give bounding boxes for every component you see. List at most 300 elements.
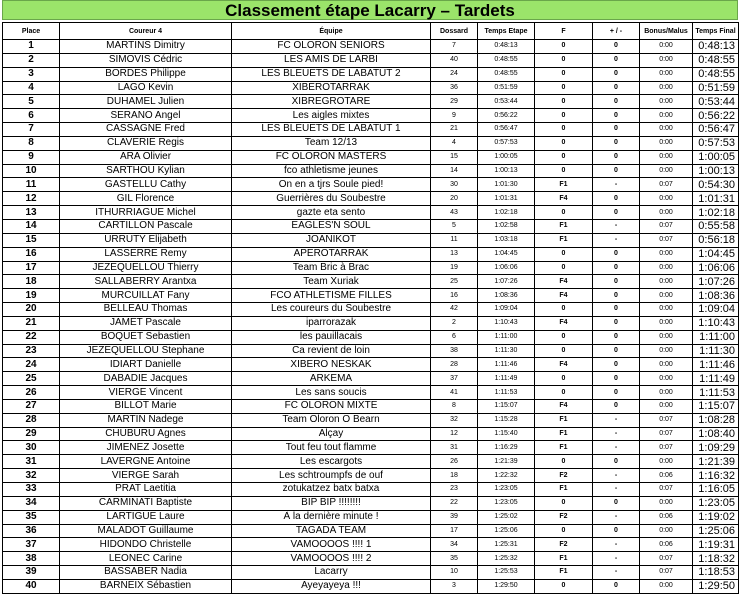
runner-cell: LARTIGUE Laure bbox=[60, 510, 232, 524]
bib-cell: 12 bbox=[431, 427, 478, 441]
team-cell: VAMOOOOS !!!! 2 bbox=[232, 552, 431, 566]
plus-minus-cell: - bbox=[593, 469, 640, 483]
team-cell: Les schtroumpfs de ouf bbox=[232, 469, 431, 483]
table-row bbox=[3, 150, 739, 164]
f-cell: 0 bbox=[535, 40, 593, 54]
runner-cell: CASSAGNE Fred bbox=[60, 123, 232, 137]
place-cell: 31 bbox=[3, 455, 60, 469]
bib-cell: 6 bbox=[431, 330, 478, 344]
team-cell: FCO ATHLETISME FILLES bbox=[232, 289, 431, 303]
f-cell: F1 bbox=[535, 233, 593, 247]
bonus-malus-cell: 0:00 bbox=[640, 95, 693, 109]
team-cell: Tout feu tout flamme bbox=[232, 441, 431, 455]
team-cell: Les aigles mixtes bbox=[232, 109, 431, 123]
team-cell: Guerrières du Soubestre bbox=[232, 192, 431, 206]
team-cell: iparrorazak bbox=[232, 316, 431, 330]
bib-cell: 32 bbox=[431, 413, 478, 427]
plus-minus-cell: - bbox=[593, 178, 640, 192]
final-time-cell: 1:09:04 bbox=[693, 303, 739, 317]
bib-cell: 42 bbox=[431, 303, 478, 317]
stage-time-cell: 1:22:32 bbox=[478, 469, 535, 483]
runner-cell: LAVERGNE Antoine bbox=[60, 455, 232, 469]
team-cell: TAGADA TEAM bbox=[232, 524, 431, 538]
bib-cell: 34 bbox=[431, 538, 478, 552]
final-time-cell: 1:10:43 bbox=[693, 316, 739, 330]
bonus-malus-cell: 0:00 bbox=[640, 372, 693, 386]
table-row bbox=[3, 566, 739, 580]
team-cell: Les sans soucis bbox=[232, 386, 431, 400]
place-cell: 28 bbox=[3, 413, 60, 427]
place-cell: 30 bbox=[3, 441, 60, 455]
bib-cell: 40 bbox=[431, 53, 478, 67]
table-row bbox=[3, 247, 739, 261]
place-cell: 36 bbox=[3, 524, 60, 538]
bib-cell: 28 bbox=[431, 358, 478, 372]
bonus-malus-cell: 0:06 bbox=[640, 510, 693, 524]
team-cell: fco athletisme jeunes bbox=[232, 164, 431, 178]
table-row bbox=[3, 524, 739, 538]
bib-cell: 7 bbox=[431, 40, 478, 54]
runner-cell: GIL Florence bbox=[60, 192, 232, 206]
plus-minus-cell: 0 bbox=[593, 150, 640, 164]
table-row bbox=[3, 358, 739, 372]
stage-time-cell: 1:21:39 bbox=[478, 455, 535, 469]
f-cell: 0 bbox=[535, 67, 593, 81]
final-time-cell: 1:11:49 bbox=[693, 372, 739, 386]
final-time-cell: 0:56:22 bbox=[693, 109, 739, 123]
team-cell: LES BLEUETS DE LABATUT 1 bbox=[232, 123, 431, 137]
stage-time-cell: 0:53:44 bbox=[478, 95, 535, 109]
team-cell: LES AMIS DE LARBI bbox=[232, 53, 431, 67]
final-time-cell: 1:00:13 bbox=[693, 164, 739, 178]
final-time-cell: 1:00:05 bbox=[693, 150, 739, 164]
bonus-malus-cell: 0:00 bbox=[640, 289, 693, 303]
f-cell: F1 bbox=[535, 441, 593, 455]
stage-time-cell: 1:08:36 bbox=[478, 289, 535, 303]
plus-minus-cell: - bbox=[593, 483, 640, 497]
place-cell: 3 bbox=[3, 67, 60, 81]
table-row bbox=[3, 538, 739, 552]
bonus-malus-cell: 0:07 bbox=[640, 427, 693, 441]
bib-cell: 9 bbox=[431, 109, 478, 123]
runner-cell: BASSABER Nadia bbox=[60, 566, 232, 580]
bonus-malus-cell: 0:07 bbox=[640, 441, 693, 455]
team-cell: Les escargots bbox=[232, 455, 431, 469]
table-row bbox=[3, 303, 739, 317]
plus-minus-cell: - bbox=[593, 427, 640, 441]
bib-cell: 13 bbox=[431, 247, 478, 261]
stage-time-cell: 1:15:28 bbox=[478, 413, 535, 427]
bonus-malus-cell: 0:07 bbox=[640, 219, 693, 233]
table-row bbox=[3, 233, 739, 247]
stage-time-cell: 1:02:18 bbox=[478, 206, 535, 220]
runner-cell: GASTELLU Cathy bbox=[60, 178, 232, 192]
place-cell: 21 bbox=[3, 316, 60, 330]
plus-minus-cell: 0 bbox=[593, 289, 640, 303]
place-cell: 8 bbox=[3, 136, 60, 150]
table-row bbox=[3, 427, 739, 441]
plus-minus-cell: 0 bbox=[593, 109, 640, 123]
plus-minus-cell: 0 bbox=[593, 275, 640, 289]
stage-time-cell: 1:00:13 bbox=[478, 164, 535, 178]
plus-minus-cell: 0 bbox=[593, 164, 640, 178]
team-cell: gazte eta sento bbox=[232, 206, 431, 220]
final-time-cell: 1:18:53 bbox=[693, 566, 739, 580]
final-time-cell: 1:07:26 bbox=[693, 275, 739, 289]
bonus-malus-cell: 0:07 bbox=[640, 413, 693, 427]
place-cell: 4 bbox=[3, 81, 60, 95]
runner-cell: VIERGE Sarah bbox=[60, 469, 232, 483]
f-cell: 0 bbox=[535, 524, 593, 538]
bib-cell: 41 bbox=[431, 386, 478, 400]
plus-minus-cell: - bbox=[593, 233, 640, 247]
runner-cell: DABADIE Jacques bbox=[60, 372, 232, 386]
stage-time-cell: 0:56:22 bbox=[478, 109, 535, 123]
final-time-cell: 1:21:39 bbox=[693, 455, 739, 469]
place-cell: 6 bbox=[3, 109, 60, 123]
team-cell: ARKEMA bbox=[232, 372, 431, 386]
table-row bbox=[3, 399, 739, 413]
runner-cell: VIERGE Vincent bbox=[60, 386, 232, 400]
table-row bbox=[3, 53, 739, 67]
f-cell: F1 bbox=[535, 552, 593, 566]
f-cell: 0 bbox=[535, 455, 593, 469]
bonus-malus-cell: 0:00 bbox=[640, 399, 693, 413]
plus-minus-cell: - bbox=[593, 510, 640, 524]
team-cell: EAGLES'N SOUL bbox=[232, 219, 431, 233]
bonus-malus-cell: 0:00 bbox=[640, 303, 693, 317]
place-cell: 2 bbox=[3, 53, 60, 67]
table-row bbox=[3, 289, 739, 303]
bib-cell: 30 bbox=[431, 178, 478, 192]
f-cell: F4 bbox=[535, 289, 593, 303]
stage-time-cell: 1:11:53 bbox=[478, 386, 535, 400]
final-time-cell: 1:16:32 bbox=[693, 469, 739, 483]
table-row bbox=[3, 136, 739, 150]
f-cell: 0 bbox=[535, 247, 593, 261]
bib-cell: 3 bbox=[431, 579, 478, 593]
results-body bbox=[3, 40, 739, 594]
plus-minus-cell: 0 bbox=[593, 579, 640, 593]
bib-cell: 20 bbox=[431, 192, 478, 206]
stage-time-cell: 1:11:49 bbox=[478, 372, 535, 386]
bib-cell: 19 bbox=[431, 261, 478, 275]
plus-minus-cell: 0 bbox=[593, 455, 640, 469]
bonus-malus-cell: 0:00 bbox=[640, 206, 693, 220]
stage-time-cell: 1:11:00 bbox=[478, 330, 535, 344]
final-time-cell: 1:11:46 bbox=[693, 358, 739, 372]
runner-cell: HIDONDO Christelle bbox=[60, 538, 232, 552]
place-cell: 32 bbox=[3, 469, 60, 483]
final-time-cell: 1:18:32 bbox=[693, 552, 739, 566]
plus-minus-cell: 0 bbox=[593, 40, 640, 54]
plus-minus-cell: 0 bbox=[593, 399, 640, 413]
stage-time-cell: 1:25:53 bbox=[478, 566, 535, 580]
table-row bbox=[3, 67, 739, 81]
table-row bbox=[3, 330, 739, 344]
stage-time-cell: 1:04:45 bbox=[478, 247, 535, 261]
f-cell: F4 bbox=[535, 399, 593, 413]
plus-minus-cell: 0 bbox=[593, 496, 640, 510]
runner-cell: LASSERRE Remy bbox=[60, 247, 232, 261]
table-row bbox=[3, 123, 739, 137]
stage-time-cell: 1:07:26 bbox=[478, 275, 535, 289]
table-row bbox=[3, 441, 739, 455]
table-row bbox=[3, 275, 739, 289]
bib-cell: 43 bbox=[431, 206, 478, 220]
stage-time-cell: 1:29:50 bbox=[478, 579, 535, 593]
final-time-cell: 0:48:13 bbox=[693, 40, 739, 54]
team-cell: Ca revient de loin bbox=[232, 344, 431, 358]
f-cell: 0 bbox=[535, 95, 593, 109]
bib-cell: 11 bbox=[431, 233, 478, 247]
plus-minus-cell: 0 bbox=[593, 123, 640, 137]
final-time-cell: 1:19:31 bbox=[693, 538, 739, 552]
team-cell: XIBERO NESKAK bbox=[232, 358, 431, 372]
bonus-malus-cell: 0:00 bbox=[640, 330, 693, 344]
f-cell: 0 bbox=[535, 123, 593, 137]
header-bonus-malus: Bonus/Malus bbox=[640, 23, 693, 40]
bonus-malus-cell: 0:00 bbox=[640, 358, 693, 372]
stage-time-cell: 1:15:07 bbox=[478, 399, 535, 413]
runner-cell: SIMOVIS Cédric bbox=[60, 53, 232, 67]
plus-minus-cell: - bbox=[593, 413, 640, 427]
runner-cell: ITHURRIAGUE Michel bbox=[60, 206, 232, 220]
f-cell: F4 bbox=[535, 358, 593, 372]
table-row bbox=[3, 261, 739, 275]
table-row bbox=[3, 109, 739, 123]
bib-cell: 16 bbox=[431, 289, 478, 303]
team-cell: Lacarry bbox=[232, 566, 431, 580]
final-time-cell: 1:01:31 bbox=[693, 192, 739, 206]
final-time-cell: 0:55:58 bbox=[693, 219, 739, 233]
bib-cell: 10 bbox=[431, 566, 478, 580]
bib-cell: 38 bbox=[431, 344, 478, 358]
bonus-malus-cell: 0:00 bbox=[640, 136, 693, 150]
results-sheet bbox=[2, 0, 739, 594]
team-cell: Ayeyayeya !!! bbox=[232, 579, 431, 593]
plus-minus-cell: 0 bbox=[593, 192, 640, 206]
bib-cell: 5 bbox=[431, 219, 478, 233]
team-cell: zotukatzez batx batxa bbox=[232, 483, 431, 497]
f-cell: F4 bbox=[535, 316, 593, 330]
runner-cell: SALLABERRY Arantxa bbox=[60, 275, 232, 289]
runner-cell: MARTINS Dimitry bbox=[60, 40, 232, 54]
team-cell: APEROTARRAK bbox=[232, 247, 431, 261]
runner-cell: CHUBURU Agnes bbox=[60, 427, 232, 441]
runner-cell: MURCUILLAT Fany bbox=[60, 289, 232, 303]
runner-cell: MALADOT Guillaume bbox=[60, 524, 232, 538]
bonus-malus-cell: 0:00 bbox=[640, 81, 693, 95]
final-time-cell: 0:48:55 bbox=[693, 53, 739, 67]
stage-time-cell: 1:25:31 bbox=[478, 538, 535, 552]
bib-cell: 22 bbox=[431, 496, 478, 510]
table-row bbox=[3, 469, 739, 483]
final-time-cell: 0:56:47 bbox=[693, 123, 739, 137]
f-cell: 0 bbox=[535, 303, 593, 317]
plus-minus-cell: 0 bbox=[593, 53, 640, 67]
f-cell: 0 bbox=[535, 386, 593, 400]
stage-time-cell: 1:02:58 bbox=[478, 219, 535, 233]
team-cell: FC OLORON MASTERS bbox=[232, 150, 431, 164]
plus-minus-cell: - bbox=[593, 538, 640, 552]
bib-cell: 26 bbox=[431, 455, 478, 469]
team-cell: BIP BIP !!!!!!!! bbox=[232, 496, 431, 510]
place-cell: 13 bbox=[3, 206, 60, 220]
bib-cell: 8 bbox=[431, 399, 478, 413]
bonus-malus-cell: 0:00 bbox=[640, 67, 693, 81]
stage-time-cell: 1:23:05 bbox=[478, 496, 535, 510]
bonus-malus-cell: 0:00 bbox=[640, 316, 693, 330]
stage-time-cell: 0:48:13 bbox=[478, 40, 535, 54]
plus-minus-cell: 0 bbox=[593, 303, 640, 317]
bonus-malus-cell: 0:07 bbox=[640, 233, 693, 247]
team-cell: VAMOOOOS !!!! 1 bbox=[232, 538, 431, 552]
place-cell: 5 bbox=[3, 95, 60, 109]
team-cell: FC OLORON SENIORS bbox=[232, 40, 431, 54]
plus-minus-cell: 0 bbox=[593, 344, 640, 358]
final-time-cell: 1:16:05 bbox=[693, 483, 739, 497]
runner-cell: URRUTY Elijabeth bbox=[60, 233, 232, 247]
bonus-malus-cell: 0:00 bbox=[640, 247, 693, 261]
stage-time-cell: 0:56:47 bbox=[478, 123, 535, 137]
bonus-malus-cell: 0:00 bbox=[640, 496, 693, 510]
plus-minus-cell: 0 bbox=[593, 206, 640, 220]
stage-time-cell: 1:11:46 bbox=[478, 358, 535, 372]
f-cell: 0 bbox=[535, 344, 593, 358]
runner-cell: JEZEQUELLOU Thierry bbox=[60, 261, 232, 275]
runner-cell: BOQUET Sebastien bbox=[60, 330, 232, 344]
plus-minus-cell: - bbox=[593, 552, 640, 566]
table-row bbox=[3, 95, 739, 109]
team-cell: Les coureurs du Soubestre bbox=[232, 303, 431, 317]
header-stage-time: Temps Etape bbox=[478, 23, 535, 40]
f-cell: F4 bbox=[535, 275, 593, 289]
plus-minus-cell: 0 bbox=[593, 95, 640, 109]
plus-minus-cell: 0 bbox=[593, 316, 640, 330]
runner-cell: JIMENEZ Josette bbox=[60, 441, 232, 455]
final-time-cell: 1:25:06 bbox=[693, 524, 739, 538]
place-cell: 1 bbox=[3, 40, 60, 54]
stage-time-cell: 1:10:43 bbox=[478, 316, 535, 330]
bib-cell: 23 bbox=[431, 483, 478, 497]
runner-cell: PRAT Laetitia bbox=[60, 483, 232, 497]
place-cell: 18 bbox=[3, 275, 60, 289]
stage-time-cell: 1:01:30 bbox=[478, 178, 535, 192]
team-cell: Team Bric à Brac bbox=[232, 261, 431, 275]
stage-time-cell: 0:48:55 bbox=[478, 67, 535, 81]
bonus-malus-cell: 0:00 bbox=[640, 40, 693, 54]
plus-minus-cell: 0 bbox=[593, 247, 640, 261]
final-time-cell: 1:08:36 bbox=[693, 289, 739, 303]
bib-cell: 25 bbox=[431, 275, 478, 289]
final-time-cell: 1:11:00 bbox=[693, 330, 739, 344]
final-time-cell: 1:11:53 bbox=[693, 386, 739, 400]
team-cell: Alçay bbox=[232, 427, 431, 441]
bib-cell: 29 bbox=[431, 95, 478, 109]
place-cell: 39 bbox=[3, 566, 60, 580]
f-cell: 0 bbox=[535, 372, 593, 386]
final-time-cell: 1:08:40 bbox=[693, 427, 739, 441]
bonus-malus-cell: 0:00 bbox=[640, 192, 693, 206]
table-row bbox=[3, 219, 739, 233]
results-table bbox=[2, 22, 739, 594]
f-cell: F1 bbox=[535, 219, 593, 233]
place-cell: 14 bbox=[3, 219, 60, 233]
stage-time-cell: 0:51:59 bbox=[478, 81, 535, 95]
table-row bbox=[3, 164, 739, 178]
runner-cell: JEZEQUELLOU Stephane bbox=[60, 344, 232, 358]
runner-cell: SARTHOU Kylian bbox=[60, 164, 232, 178]
f-cell: 0 bbox=[535, 206, 593, 220]
place-cell: 10 bbox=[3, 164, 60, 178]
bib-cell: 2 bbox=[431, 316, 478, 330]
bib-cell: 18 bbox=[431, 469, 478, 483]
bib-cell: 24 bbox=[431, 67, 478, 81]
place-cell: 11 bbox=[3, 178, 60, 192]
runner-cell: SERANO Angel bbox=[60, 109, 232, 123]
f-cell: 0 bbox=[535, 53, 593, 67]
bib-cell: 31 bbox=[431, 441, 478, 455]
plus-minus-cell: 0 bbox=[593, 261, 640, 275]
runner-cell: CLAVERIE Regis bbox=[60, 136, 232, 150]
table-row bbox=[3, 316, 739, 330]
f-cell: 0 bbox=[535, 330, 593, 344]
place-cell: 29 bbox=[3, 427, 60, 441]
final-time-cell: 0:54:30 bbox=[693, 178, 739, 192]
bib-cell: 39 bbox=[431, 510, 478, 524]
place-cell: 27 bbox=[3, 399, 60, 413]
place-cell: 17 bbox=[3, 261, 60, 275]
bonus-malus-cell: 0:07 bbox=[640, 552, 693, 566]
f-cell: 0 bbox=[535, 261, 593, 275]
final-time-cell: 1:06:06 bbox=[693, 261, 739, 275]
page-title: Classement étape Lacarry – Tardets bbox=[2, 0, 738, 20]
place-cell: 34 bbox=[3, 496, 60, 510]
table-row bbox=[3, 206, 739, 220]
final-time-cell: 0:57:53 bbox=[693, 136, 739, 150]
place-cell: 9 bbox=[3, 150, 60, 164]
team-cell: Team Xuriak bbox=[232, 275, 431, 289]
team-cell: On en a tjrs Soule pied! bbox=[232, 178, 431, 192]
table-row bbox=[3, 81, 739, 95]
stage-time-cell: 1:25:32 bbox=[478, 552, 535, 566]
stage-time-cell: 1:03:18 bbox=[478, 233, 535, 247]
f-cell: F1 bbox=[535, 178, 593, 192]
final-time-cell: 1:04:45 bbox=[693, 247, 739, 261]
bib-cell: 15 bbox=[431, 150, 478, 164]
runner-cell: BELLEAU Thomas bbox=[60, 303, 232, 317]
bonus-malus-cell: 0:07 bbox=[640, 566, 693, 580]
bonus-malus-cell: 0:00 bbox=[640, 53, 693, 67]
runner-cell: BARNEIX Sébastien bbox=[60, 579, 232, 593]
stage-time-cell: 1:09:04 bbox=[478, 303, 535, 317]
final-time-cell: 0:56:18 bbox=[693, 233, 739, 247]
place-cell: 25 bbox=[3, 372, 60, 386]
final-time-cell: 0:51:59 bbox=[693, 81, 739, 95]
bonus-malus-cell: 0:06 bbox=[640, 469, 693, 483]
bib-cell: 37 bbox=[431, 372, 478, 386]
f-cell: 0 bbox=[535, 136, 593, 150]
stage-time-cell: 0:57:53 bbox=[478, 136, 535, 150]
plus-minus-cell: - bbox=[593, 441, 640, 455]
final-time-cell: 1:23:05 bbox=[693, 496, 739, 510]
plus-minus-cell: - bbox=[593, 219, 640, 233]
team-cell: FC OLORON MIXTE bbox=[232, 399, 431, 413]
bonus-malus-cell: 0:00 bbox=[640, 579, 693, 593]
stage-time-cell: 1:25:02 bbox=[478, 510, 535, 524]
runner-cell: ARA Olivier bbox=[60, 150, 232, 164]
